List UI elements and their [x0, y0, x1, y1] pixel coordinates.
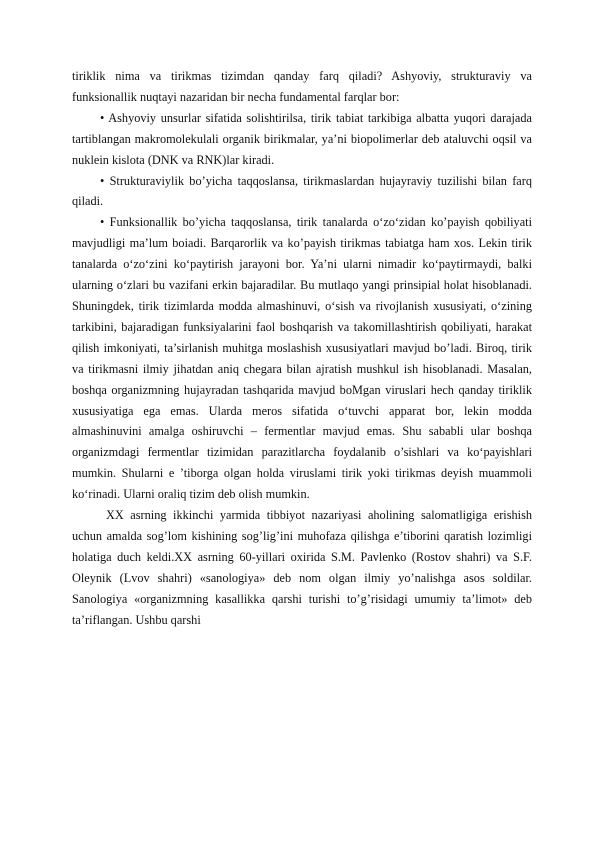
document-page — [72, 66, 532, 630]
bullet-material: • Ashyoviy unsurlar sifatida solishtirilsa, tirik tabiat tarkibiga albatta yuqori darajada tartiblangan makromolekulali organik birikmalar, ya’ni biopolimerlar deb ataluvchi oqsil va nuklein kislota (DNK va RNK)lar kiradi. — [72, 110, 532, 167]
bullet-structural: • Strukturaviylik bo’yicha taqqoslansa, tirikmaslardan hujayraviy tuzilishi bilan farq qiladi. — [72, 173, 532, 209]
bullet-functional: • Funksionallik bo’yicha taqqoslansa, tirik tanalarda o‘zo‘zidan ko’payish qobiliyati mavjudligi ma’lum boiadi. Barqarorlik va ko’payish tirikmas tabiatga ham xos. Lekin tirik tanalarda o‘zo‘zini ko‘paytirish jarayoni bor. Ya’ni ularni nimadir ko‘paytirmaydi, balki ularning o‘zlari bu vazifani erkin bajaradilar. Bu mutlaqo yangi prinsipial holat hisoblanadi. Shuningdek, tirik tizimlarda modda almashinuvi, o‘sish va rivojlanish xususiyati, o‘zining tarkibini, bajaradigan funksiyalarini faol boshqarish va takomillashtirish qobiliyati, harakat qilish imkoniyati, ta’sirlanish muhitga moslashish xususiyatlari mavjud bo’ladi. Biroq, tirik va tirikmasni ilmiy jihatdan aniq chegara bilan ajratish mushkul ish hisoblanadi. Masalan, boshqa organizmning hujayradan tashqarida mavjud boMgan viruslari hech qanday tiriklik xususiyatiga ega emas. Ularda meros sifatida o‘tuvchi apparat bor, lekin modda almashinuvini amalga oshiruvchi – fermentlar mavjud emas. Shu sababli ular boshqa organizmdagi fermentlar tizimidan parazitlarcha foydalanib o’sishlari va ko‘payishlari mumkin. Shularni e ’tiborga olgan holda viruslami tirik yoki tirikmas deyish muammoli ko‘rinadi. Ularni oraliq tizim deb olish mumkin. — [72, 215, 532, 502]
paragraph-sanology: XX asrning ikkinchi yarmida tibbiyot nazariyasi aholining salomatligiga erishish uchun amalda sog’lom kishining sog’lig’ini muhofaza qilishga e’tiborini qaratish lozimligi holatiga duch keldi.XX asrning 60-yillari oxirida S.M. Pavlenko (Rostov shahri) va S.F. Oleynik (Lvov shahri) «sanologiya» deb nom olgan ilmiy yo’nalishga asos soldilar. Sanologiya «organizmning kasallikka qarshi turishi to’g’risidagi umumiy ta’limot» deb ta’riflangan. Ushbu qarshi — [72, 508, 532, 627]
paragraph-intro: tiriklik nima va tirikmas tizimdan qanday farq qiladi? Ashyoviy, strukturaviy va funksionallik nuqtayi nazaridan bir necha fundamental farqlar bor: — [72, 69, 532, 104]
